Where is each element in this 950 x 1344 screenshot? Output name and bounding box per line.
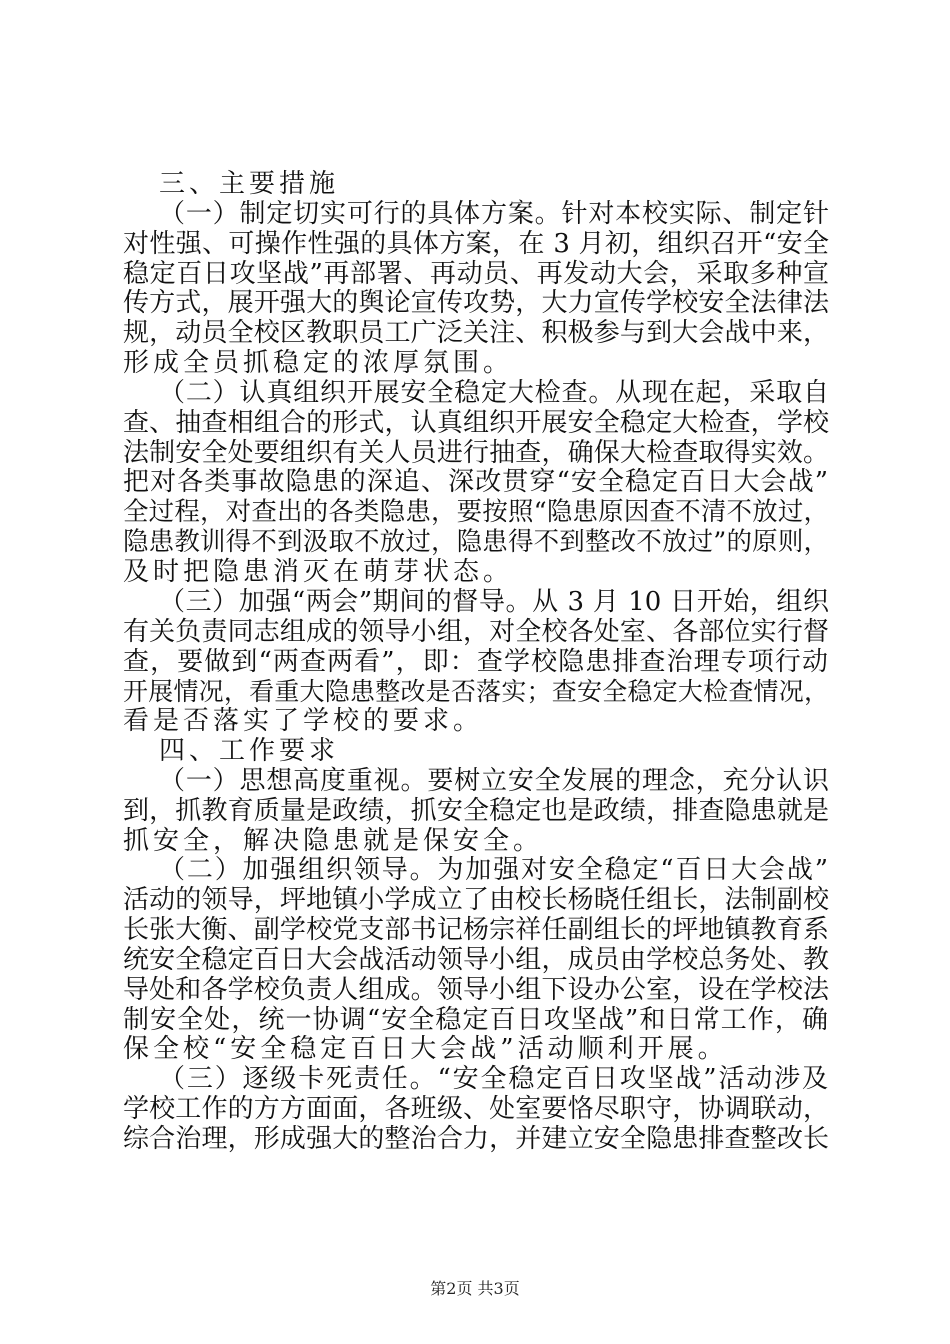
text-line: （一）思想高度重视。要树立安全发展的理念，充分认识 <box>159 765 829 796</box>
text-line: 法制安全处要组织有关人员进行抽查，确保大检查取得实效。 <box>123 437 829 468</box>
text-line: 到，抓教育质量是政绩，抓安全稳定也是政绩，排查隐患就是 <box>123 795 829 826</box>
text-line: 导处和各学校负责人组成。领导小组下设办公室，设在学校法 <box>123 974 829 1005</box>
paragraph <box>123 200 829 379</box>
text-line: 看是否落实了学校的要求。 <box>123 706 484 737</box>
page-footer: 第2页 共3页 <box>430 1279 520 1298</box>
text-line: 四、工作要求 <box>159 736 340 767</box>
text-line: 学校工作的方方面面，各班级、处室要恪尽职守，协调联动， <box>123 1094 829 1125</box>
text-line: 统安全稳定百日大会战活动领导小组，成员由学校总务处、教 <box>123 944 829 975</box>
text-line: 全过程，对查出的各类隐患，要按照“隐患原因查不清不放过， <box>123 497 829 528</box>
text-line: 规，动员全校区教职员工广泛关注、积极参与到大会战中来， <box>123 318 829 349</box>
text-line: （三）加强“两会”期间的督导。从 3 月 10 日开始，组织 <box>159 586 829 617</box>
text-line: 传方式，展开强大的舆论宣传攻势，大力宣传学校安全法律法 <box>123 288 829 319</box>
document-body <box>123 170 829 1155</box>
text-line: 保全校“安全稳定百日大会战”活动顺利开展。 <box>123 1034 728 1065</box>
paragraph <box>123 737 829 767</box>
text-line: 长张大衡、副学校党支部书记杨宗祥任副组长的坪地镇教育系 <box>123 915 829 946</box>
text-line: 查、抽查相组合的形式，认真组织开展安全稳定大检查，学校 <box>123 407 829 438</box>
text-line: 制安全处，统一协调“安全稳定百日攻坚战”和日常工作，确 <box>123 1004 829 1035</box>
paragraph <box>123 170 829 200</box>
text-line: 稳定百日攻坚战”再部署、再动员、再发动大会，采取多种宣 <box>123 258 829 289</box>
text-line: 综合治理，形成强大的整治合力，并建立安全隐患排查整改长 <box>123 1124 829 1154</box>
text-line: 隐患教训得不到汲取不放过，隐患得不到整改不放过”的原则， <box>123 527 829 558</box>
paragraph <box>123 1065 829 1155</box>
text-line: 查，要做到“两查两看”，即：查学校隐患排查治理专项行动 <box>123 646 829 677</box>
text-line: 三、主要措施 <box>159 169 340 199</box>
text-line: 有关负责同志组成的领导小组，对全校各处室、各部位实行督 <box>123 616 829 647</box>
paragraph <box>123 588 829 737</box>
paragraph <box>123 767 829 857</box>
text-line: （二）加强组织领导。为加强对安全稳定“百日大会战” <box>159 855 829 886</box>
paragraph <box>123 856 829 1065</box>
text-line: 把对各类事故隐患的深追、深改贯穿“安全稳定百日大会战” <box>123 467 829 498</box>
text-line: （一）制定切实可行的具体方案。针对本校实际、制定针 <box>159 198 829 229</box>
text-line: 抓安全，解决隐患就是保安全。 <box>123 825 544 856</box>
text-line: 开展情况，看重大隐患整改是否落实；查安全稳定大检查情况， <box>123 677 829 707</box>
text-line: 及时把隐患消灭在萌芽状态。 <box>123 556 514 587</box>
text-line: 形成全员抓稳定的浓厚氛围。 <box>123 348 514 379</box>
text-line: 活动的领导，坪地镇小学成立了由校长杨晓任组长，法制副校 <box>123 885 829 916</box>
text-line: （三）逐级卡死责任。“安全稳定百日攻坚战”活动涉及 <box>159 1064 829 1095</box>
paragraph <box>123 379 829 588</box>
text-line: （二）认真组织开展安全稳定大检查。从现在起，采取自 <box>159 377 829 408</box>
text-line: 对性强、可操作性强的具体方案，在 3 月初，组织召开“安全 <box>123 228 829 259</box>
